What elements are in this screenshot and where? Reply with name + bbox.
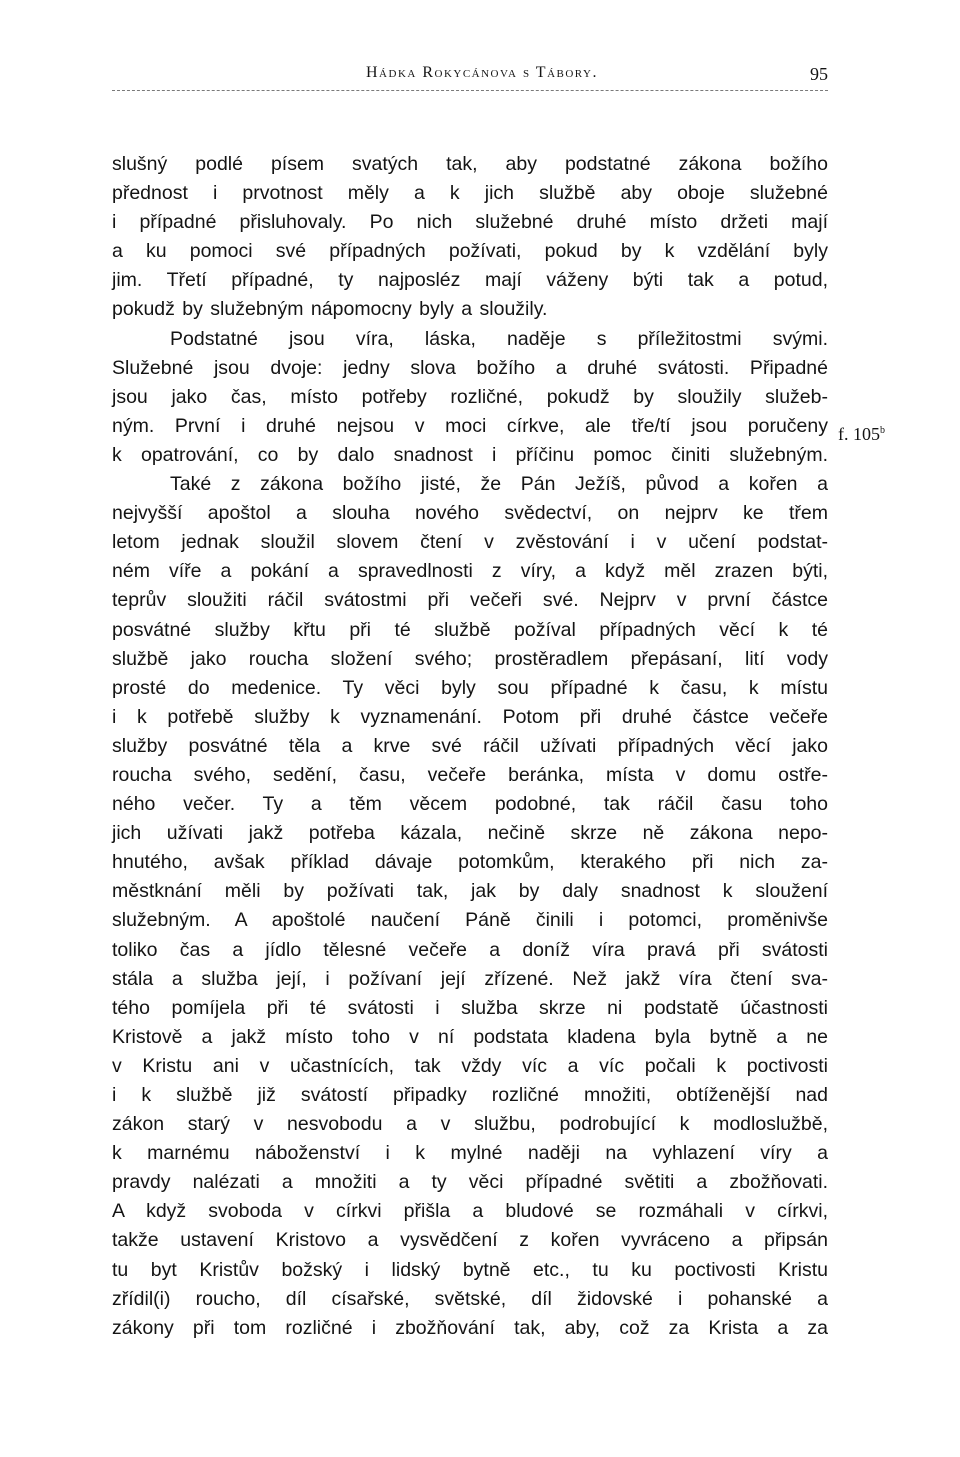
paragraph-start-line: Také z zákona božího jisté, že Pán Ježíš, původ a kořen a	[170, 473, 828, 496]
text-line: služby posvátné těla a krve své ráčil užívati případných věcí jako	[112, 734, 828, 757]
header-rule	[112, 90, 828, 91]
text-line: ném víře a pokání a spravedlnosti z víry, a když měl zrazen býti,	[112, 560, 828, 583]
text-line: hnutého, avšak příklad dávaje potomkům, kterakého při nich za-	[112, 851, 828, 874]
text-line: pokudž by služebným nápomocny byly a sloužily.	[112, 298, 548, 321]
text-line: jich užívati jakž potřeba kázala, nečině skrze ně zákona nepo-	[112, 822, 828, 845]
text-line: v Kristu ani v učastnících, tak vždy víc a víc počali k poctivosti	[112, 1054, 828, 1077]
text-line: i k službě již svátostí připadky rozličné množiti, obtíženější nad	[112, 1084, 828, 1106]
text-line: roucha svého, sedění, času, večeře beránka, místa v domu ostře-	[112, 763, 828, 786]
text-line: zákon starý v nesvobodu a v službu, podrobující k modloslužbě,	[112, 1113, 828, 1136]
text-line: A když svoboda v církvi přišla a bludové se rozmáhali v církvi,	[112, 1200, 828, 1223]
text-line: nejvyšší apoštol a slouha nového svědectví, on nejprv ke třem	[112, 502, 828, 525]
text-line: slušný podlé písem svatých tak, aby podstatné zákona božího	[112, 153, 828, 175]
text-line: pravdy nalézati a množiti a ty věci případné světiti a zbožňovati.	[112, 1171, 828, 1194]
text-line: zákony při tom rozličné i zbožňování tak, aby, což za Krista a za	[112, 1316, 828, 1339]
text-line: ného večer. Ty a těm věcem podobné, tak ráčil času toho	[112, 793, 828, 816]
running-title: Hádka Rokycánova s Tábory.	[366, 64, 598, 81]
text-line: zřídil(i) roucho, díl císařské, světské, díl židovské i pohanské a	[112, 1287, 828, 1310]
text-line: posvátné služby křtu při té službě požíval případných věcí k té	[112, 618, 828, 641]
text-line: letom jednak sloužil slovem čtení v zvěstování i v učení podstat-	[112, 531, 828, 554]
text-line: služebným. A apoštolé naučení Páně činili i potomci, proměnivše	[112, 909, 828, 932]
text-line: jim. Třetí případné, ty najposléz mají váženy býti tak a potud,	[112, 269, 828, 292]
text-line: teprův sloužiti ráčil svátostmi při večeři své. Nejprv v první částce	[112, 589, 828, 612]
page-number: 95	[810, 64, 828, 84]
text-line: k opatrování, co by dalo snadnost i příčinu pomoc činiti služebným.	[112, 443, 828, 466]
text-line: přednost i prvotnost měly a k jich službě aby oboje služebné	[112, 182, 828, 205]
paragraph-start-line: Podstatné jsou víra, láska, naděje s příležitostmi svými.	[170, 327, 828, 350]
text-line: i případné přisluhovaly. Po nich služebné druhé místo držeti mají	[112, 211, 828, 234]
text-line: stála a služba její, i požívaní její zřízené. Než jakž víra čtení sva-	[112, 967, 828, 990]
folio-margin-note	[838, 416, 950, 449]
text-line: službě jako roucha složení svého; prostěradlem přepásaní, lití vody	[112, 647, 828, 670]
running-header	[112, 60, 828, 92]
text-line: a ku pomoci své případných požívati, pokud by k vzdělání byly	[112, 240, 828, 263]
text-line: i k potřebě služby k vyznamenání. Potom při druhé částce večeře	[112, 705, 828, 728]
text-line: jsou jako čas, místo potřeby rozličné, pokudž by sloužily služeb-	[112, 385, 828, 408]
text-line: Kristově a jakž místo toho v ní podstata kladena byla bytně a ne	[112, 1025, 828, 1048]
folio-number: 105	[853, 424, 880, 444]
folio-prefix: f.	[838, 424, 849, 444]
text-line: k marnému náboženství i k mylné naději na vyhlazení víry a	[112, 1142, 828, 1165]
folio-side: b	[880, 425, 885, 436]
body-text	[112, 150, 828, 1343]
text-line: tého pomíjela při té svátosti i služba skrze ni podstatě účastnosti	[112, 996, 828, 1019]
text-line: toliko čas a jídlo tělesné večeře a doníž víra pravá při svátosti	[112, 938, 828, 961]
text-line: městknání měli by požívati tak, jak by daly snadnost k sloužení	[112, 880, 828, 903]
text-line: Služebné jsou dvoje: jedny slova božího a druhé svátosti. Připadné	[112, 356, 828, 379]
text-line: ným. První i druhé nejsou v moci církve, ale tře/tí jsou poručeny	[112, 414, 828, 437]
text-line: tu byt Kristův božský i lidský bytně etc., tu ku poctivosti Kristu	[112, 1258, 828, 1281]
text-line: prosté do medenice. Ty věci byly sou případné k času, k místu	[112, 676, 828, 699]
text-line: takže ustavení Kristovo a vysvědčení z kořen vyvráceno a připsán	[112, 1229, 828, 1252]
